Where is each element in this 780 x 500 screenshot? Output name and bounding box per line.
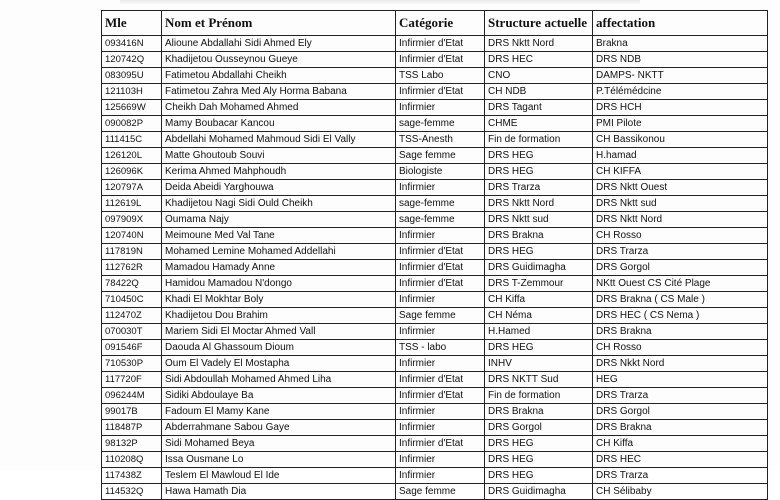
cell-current-structure: CH NDB [485, 84, 593, 100]
cell-mle: 98132P [102, 436, 162, 452]
table-row [102, 372, 768, 388]
cell-category: Biologiste [396, 164, 485, 180]
table-row [102, 132, 768, 148]
cell-current-structure: DRS HEG [485, 164, 593, 180]
table-row [102, 340, 768, 356]
table-row [102, 212, 768, 228]
cell-assignment: P.Télémédcine [593, 84, 768, 100]
cell-name: Fatimetou Zahra Med Aly Horma Babana [162, 84, 396, 100]
cell-current-structure: DRS HEG [485, 244, 593, 260]
header-row [102, 11, 768, 36]
cell-mle: 120742Q [102, 52, 162, 68]
cell-name: Hawa Hamath Dia [162, 484, 396, 500]
cell-assignment: CH Rosso [593, 340, 768, 356]
cell-current-structure: Fin de formation [485, 388, 593, 404]
cell-name: Alioune Abdallahi Sidi Ahmed Ely [162, 36, 396, 52]
cell-assignment: DRS Trarza [593, 468, 768, 484]
cell-mle: 083095U [102, 68, 162, 84]
cell-assignment: HEG [593, 372, 768, 388]
cell-current-structure: DRS Trarza [485, 180, 593, 196]
table-row [102, 52, 768, 68]
cell-category: Infirmier [396, 468, 485, 484]
cell-current-structure: DRS Nktt Nord [485, 196, 593, 212]
cell-name: Meimoune Med Val Tane [162, 228, 396, 244]
cell-assignment: DRS Nktt Nord [593, 212, 768, 228]
cell-assignment: DRS Nkkt Nord [593, 356, 768, 372]
cell-assignment: DRS Brakna ( CS Male ) [593, 292, 768, 308]
table-row [102, 292, 768, 308]
table-row [102, 484, 768, 500]
cell-name: Issa Ousmane Lo [162, 452, 396, 468]
cell-mle: 114532Q [102, 484, 162, 500]
cell-category: Infirmier [396, 404, 485, 420]
cell-mle: 117819N [102, 244, 162, 260]
cell-current-structure: DRS NKTT Sud [485, 372, 593, 388]
table-row [102, 388, 768, 404]
cell-name: Mamadou Hamady Anne [162, 260, 396, 276]
cell-mle: 090082P [102, 116, 162, 132]
cell-current-structure: DRS HEG [485, 148, 593, 164]
cell-current-structure: DRS HEG [485, 452, 593, 468]
cell-category: Infirmier d'Etat [396, 436, 485, 452]
cell-name: Khadijetou Ousseynou Gueye [162, 52, 396, 68]
cell-name: Matte Ghoutoub Souvi [162, 148, 396, 164]
table-row [102, 228, 768, 244]
cell-mle: 091546F [102, 340, 162, 356]
cell-mle: 120797A [102, 180, 162, 196]
cell-assignment: CH Sélibaby [593, 484, 768, 500]
cell-category: sage-femme [396, 212, 485, 228]
cell-assignment: DRS Trarza [593, 388, 768, 404]
cell-mle: 112619L [102, 196, 162, 212]
cell-current-structure: CNO [485, 68, 593, 84]
cell-name: Khadijetou Dou Brahim [162, 308, 396, 324]
cell-name: Sidiki Abdoulaye Ba [162, 388, 396, 404]
cell-current-structure: DRS T-Zemmour [485, 276, 593, 292]
table-row [102, 276, 768, 292]
cell-current-structure: DRS HEC [485, 52, 593, 68]
header-assignment: affectation [593, 11, 768, 36]
cell-name: Deida Abeidi Yarghouwa [162, 180, 396, 196]
cell-category: Sage femme [396, 484, 485, 500]
cell-category: sage-femme [396, 116, 485, 132]
table-row [102, 452, 768, 468]
cell-mle: 126120L [102, 148, 162, 164]
cell-current-structure: DRS HEG [485, 340, 593, 356]
cell-category: Infirmier d'Etat [396, 84, 485, 100]
cell-current-structure: DRS Nktt sud [485, 212, 593, 228]
header-mle: Mle [102, 11, 162, 36]
cell-assignment: DRS Nktt sud [593, 196, 768, 212]
cell-mle: 093416N [102, 36, 162, 52]
cell-mle: 120740N [102, 228, 162, 244]
cell-mle: 121103H [102, 84, 162, 100]
cell-assignment: NKtt Ouest CS Cité Plage [593, 276, 768, 292]
cell-category: Infirmier d'Etat [396, 52, 485, 68]
header-name: Nom et Prénom [162, 11, 396, 36]
cell-assignment: CH KIFFA [593, 164, 768, 180]
cell-current-structure: INHV [485, 356, 593, 372]
cell-mle: 78422Q [102, 276, 162, 292]
cell-current-structure: DRS Nktt Nord [485, 36, 593, 52]
cell-assignment: DRS Nktt Ouest [593, 180, 768, 196]
cell-current-structure: CHME [485, 116, 593, 132]
personnel-assignment-table [101, 10, 768, 500]
cell-category: Infirmier [396, 180, 485, 196]
cell-category: Sage femme [396, 148, 485, 164]
table-row [102, 148, 768, 164]
cell-mle: 118487P [102, 420, 162, 436]
cell-name: Kerima Ahmed Mahphoudh [162, 164, 396, 180]
cell-category: Infirmier d'Etat [396, 388, 485, 404]
cell-mle: 110208Q [102, 452, 162, 468]
table-row [102, 308, 768, 324]
cell-current-structure: DRS HEG [485, 436, 593, 452]
cell-current-structure: DRS Brakna [485, 228, 593, 244]
table-row [102, 84, 768, 100]
cell-current-structure: Fin de formation [485, 132, 593, 148]
cell-category: Infirmier [396, 420, 485, 436]
cell-mle: 097909X [102, 212, 162, 228]
table-row [102, 260, 768, 276]
cell-name: Mohamed Lemine Mohamed Addellahi [162, 244, 396, 260]
cell-assignment: CH Kiffa [593, 436, 768, 452]
cell-assignment: DRS Trarza [593, 244, 768, 260]
table-row [102, 356, 768, 372]
cell-name: Teslem El Mawloud El Ide [162, 468, 396, 484]
cell-assignment: DAMPS- NKTT [593, 68, 768, 84]
cell-name: Sidi Abdoullah Mohamed Ahmed Liha [162, 372, 396, 388]
cell-name: Fatimetou Abdallahi Cheikh [162, 68, 396, 84]
cell-name: Abdellahi Mohamed Mahmoud Sidi El Vally [162, 132, 396, 148]
cell-name: Abderrahmane Sabou Gaye [162, 420, 396, 436]
cell-mle: 112762R [102, 260, 162, 276]
table-row [102, 116, 768, 132]
table-row [102, 244, 768, 260]
cell-assignment: Brakna [593, 36, 768, 52]
cell-name: Daouda Al Ghassoum Dioum [162, 340, 396, 356]
table-row [102, 100, 768, 116]
table-row [102, 180, 768, 196]
cell-name: Cheikh Dah Mohamed Ahmed [162, 100, 396, 116]
table-row [102, 324, 768, 340]
cell-assignment: DRS Brakna [593, 420, 768, 436]
cell-category: TSS Labo [396, 68, 485, 84]
table-row [102, 196, 768, 212]
cell-name: Khadi El Mokhtar Boly [162, 292, 396, 308]
cell-name: Fadoum El Mamy Kane [162, 404, 396, 420]
cell-assignment: H.hamad [593, 148, 768, 164]
cell-category: TSS - labo [396, 340, 485, 356]
cell-assignment: CH Bassikonou [593, 132, 768, 148]
cell-assignment: DRS Gorgol [593, 260, 768, 276]
cell-category: Infirmier d'Etat [396, 244, 485, 260]
cell-category: Infirmier [396, 228, 485, 244]
cell-category: Infirmier [396, 452, 485, 468]
cell-category: Infirmier [396, 324, 485, 340]
cell-mle: 710450C [102, 292, 162, 308]
table-row [102, 420, 768, 436]
cell-current-structure: H.Hamed [485, 324, 593, 340]
cell-name: Sidi Mohamed Beya [162, 436, 396, 452]
cell-assignment: CH Rosso [593, 228, 768, 244]
cell-mle: 070030T [102, 324, 162, 340]
cell-current-structure: DRS HEG [485, 468, 593, 484]
cell-mle: 112470Z [102, 308, 162, 324]
cell-category: Infirmier d'Etat [396, 36, 485, 52]
header-current-structure: Structure actuelle [485, 11, 593, 36]
cell-assignment: DRS Gorgol [593, 404, 768, 420]
cell-current-structure: CH Néma [485, 308, 593, 324]
cell-assignment: DRS NDB [593, 52, 768, 68]
cell-category: Infirmier d'Etat [396, 372, 485, 388]
table-row [102, 36, 768, 52]
cell-category: Sage femme [396, 308, 485, 324]
cell-category: sage-femme [396, 196, 485, 212]
cell-category: Infirmier [396, 292, 485, 308]
cell-mle: 99017B [102, 404, 162, 420]
cell-current-structure: DRS Guidimagha [485, 260, 593, 276]
cell-mle: 117720F [102, 372, 162, 388]
cell-category: Infirmier [396, 356, 485, 372]
cell-current-structure: CH Kiffa [485, 292, 593, 308]
cell-name: Oumama Najy [162, 212, 396, 228]
cell-current-structure: DRS Tagant [485, 100, 593, 116]
table-row [102, 436, 768, 452]
cell-current-structure: DRS Gorgol [485, 420, 593, 436]
cell-current-structure: DRS Guidimagha [485, 484, 593, 500]
table-row [102, 404, 768, 420]
cell-assignment: DRS HEC ( CS Nema ) [593, 308, 768, 324]
cell-current-structure: DRS Brakna [485, 404, 593, 420]
cell-mle: 126096K [102, 164, 162, 180]
cell-assignment: PMI Pilote [593, 116, 768, 132]
cell-assignment: DRS HEC [593, 452, 768, 468]
cell-category: TSS-Anesth [396, 132, 485, 148]
cell-mle: 710530P [102, 356, 162, 372]
cell-category: Infirmier d'Etat [396, 276, 485, 292]
cell-name: Hamidou Mamadou N'dongo [162, 276, 396, 292]
cell-mle: 125669W [102, 100, 162, 116]
cell-mle: 111415C [102, 132, 162, 148]
cell-name: Oum El Vadely El Mostapha [162, 356, 396, 372]
cell-assignment: DRS HCH [593, 100, 768, 116]
table-row [102, 68, 768, 84]
table-row [102, 164, 768, 180]
header-category: Catégorie [396, 11, 485, 36]
cell-name: Mariem Sidi El Moctar Ahmed Vall [162, 324, 396, 340]
cell-mle: 117438Z [102, 468, 162, 484]
cropped-header-strip [120, 0, 640, 5]
cell-mle: 096244M [102, 388, 162, 404]
cell-name: Mamy Boubacar Kancou [162, 116, 396, 132]
cell-category: Infirmier [396, 100, 485, 116]
cell-category: Infirmier d'Etat [396, 260, 485, 276]
cell-assignment: DRS Brakna [593, 324, 768, 340]
cell-name: Khadijetou Nagi Sidi Ould Cheikh [162, 196, 396, 212]
